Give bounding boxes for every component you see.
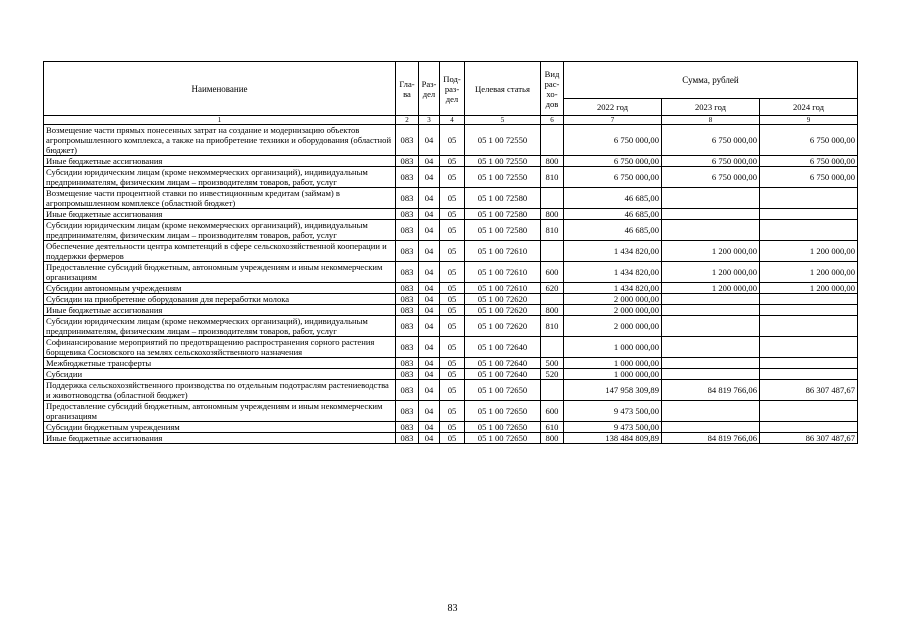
row-expense-type: 500 (541, 358, 564, 369)
row-sum-2022: 1 000 000,00 (564, 369, 662, 380)
row-name: Возмещение части процентной ставки по инвестиционным кредитам (займам) в агропромышленном комплексе (областной бюджет) (44, 188, 396, 209)
row-sum-2022: 1 434 820,00 (564, 241, 662, 262)
row-sum-2023 (662, 188, 760, 209)
row-chapter: 083 (396, 369, 419, 380)
row-target: 05 1 00 72650 (465, 401, 541, 422)
row-sum-2023: 1 200 000,00 (662, 283, 760, 294)
table-row (44, 283, 858, 294)
row-section: 04 (419, 125, 440, 156)
row-name: Софинансирование мероприятий по предотвращению распространения сорного растения борщевика Сосновского на землях сельскохозяйственного назначения (44, 337, 396, 358)
table-row (44, 305, 858, 316)
row-section: 04 (419, 422, 440, 433)
row-sum-2024 (760, 316, 858, 337)
row-sum-2024 (760, 422, 858, 433)
row-target: 05 1 00 72640 (465, 369, 541, 380)
row-chapter: 083 (396, 262, 419, 283)
row-section: 04 (419, 188, 440, 209)
row-expense-type: 620 (541, 283, 564, 294)
row-sum-2024 (760, 401, 858, 422)
row-sum-2023 (662, 369, 760, 380)
row-name: Предоставление субсидий бюджетным, автономным учреждениям и иным некоммерческим организациям (44, 262, 396, 283)
column-number: 3 (419, 116, 440, 125)
row-name: Иные бюджетные ассигнования (44, 305, 396, 316)
row-chapter: 083 (396, 209, 419, 220)
row-target: 05 1 00 72650 (465, 380, 541, 401)
row-chapter: 083 (396, 156, 419, 167)
row-target: 05 1 00 72550 (465, 167, 541, 188)
row-sum-2024 (760, 358, 858, 369)
row-target: 05 1 00 72640 (465, 358, 541, 369)
row-sum-2024: 1 200 000,00 (760, 283, 858, 294)
row-name: Возмещение части прямых понесенных затрат на создание и модернизацию объектов агропромышленного комплекса, а также на приобретение техники и оборудования (областной бюджет) (44, 125, 396, 156)
row-sum-2022: 1 000 000,00 (564, 337, 662, 358)
table-row (44, 220, 858, 241)
row-sum-2023 (662, 294, 760, 305)
row-subsection: 05 (440, 316, 465, 337)
row-sum-2024 (760, 188, 858, 209)
row-subsection: 05 (440, 358, 465, 369)
row-target: 05 1 00 72610 (465, 241, 541, 262)
table-row (44, 262, 858, 283)
row-sum-2022: 9 473 500,00 (564, 422, 662, 433)
row-expense-type (541, 380, 564, 401)
row-subsection: 05 (440, 422, 465, 433)
row-section: 04 (419, 401, 440, 422)
row-name: Межбюджетные трансферты (44, 358, 396, 369)
row-target: 05 1 00 72580 (465, 220, 541, 241)
row-chapter: 083 (396, 283, 419, 294)
row-chapter: 083 (396, 294, 419, 305)
row-sum-2024: 86 307 487,67 (760, 433, 858, 444)
column-number: 1 (44, 116, 396, 125)
row-section: 04 (419, 283, 440, 294)
row-sum-2022: 46 685,00 (564, 209, 662, 220)
row-subsection: 05 (440, 262, 465, 283)
row-section: 04 (419, 380, 440, 401)
row-target: 05 1 00 72550 (465, 156, 541, 167)
row-name: Обеспечение деятельности центра компетенций в сфере сельскохозяйственной кооперации и поддержки фермеров (44, 241, 396, 262)
table-row (44, 358, 858, 369)
row-expense-type (541, 241, 564, 262)
table-row (44, 337, 858, 358)
row-target: 05 1 00 72640 (465, 337, 541, 358)
row-sum-2024: 6 750 000,00 (760, 125, 858, 156)
row-sum-2023 (662, 316, 760, 337)
row-chapter: 083 (396, 358, 419, 369)
row-sum-2023: 84 819 766,06 (662, 433, 760, 444)
row-sum-2024 (760, 220, 858, 241)
row-expense-type: 810 (541, 316, 564, 337)
table-row (44, 156, 858, 167)
row-sum-2024: 1 200 000,00 (760, 241, 858, 262)
row-sum-2024 (760, 337, 858, 358)
header-chapter: Гла-ва (396, 62, 419, 116)
row-expense-type (541, 337, 564, 358)
row-chapter: 083 (396, 337, 419, 358)
row-chapter: 083 (396, 220, 419, 241)
row-section: 04 (419, 337, 440, 358)
row-sum-2023: 1 200 000,00 (662, 262, 760, 283)
row-target: 05 1 00 72610 (465, 262, 541, 283)
row-name: Иные бюджетные ассигнования (44, 156, 396, 167)
row-name: Субсидии юридическим лицам (кроме некоммерческих организаций), индивидуальным предпринимателям, физическим лицам – производителям товаров, работ, услуг (44, 316, 396, 337)
row-section: 04 (419, 305, 440, 316)
row-section: 04 (419, 294, 440, 305)
column-number: 7 (564, 116, 662, 125)
row-sum-2022: 1 434 820,00 (564, 283, 662, 294)
row-sum-2022: 46 685,00 (564, 188, 662, 209)
row-subsection: 05 (440, 209, 465, 220)
row-sum-2023 (662, 209, 760, 220)
row-chapter: 083 (396, 380, 419, 401)
row-section: 04 (419, 167, 440, 188)
column-number: 9 (760, 116, 858, 125)
row-section: 04 (419, 316, 440, 337)
row-sum-2023: 6 750 000,00 (662, 167, 760, 188)
row-chapter: 083 (396, 422, 419, 433)
row-sum-2024 (760, 369, 858, 380)
column-number-row (44, 116, 858, 125)
row-sum-2023: 6 750 000,00 (662, 125, 760, 156)
row-subsection: 05 (440, 294, 465, 305)
table-row (44, 125, 858, 156)
row-sum-2022: 147 958 309,89 (564, 380, 662, 401)
row-name: Субсидии юридическим лицам (кроме некоммерческих организаций), индивидуальным предпринимателям, физическим лицам – производителям товаров, работ, услуг (44, 220, 396, 241)
row-sum-2024: 86 307 487,67 (760, 380, 858, 401)
row-sum-2022: 138 484 809,89 (564, 433, 662, 444)
row-expense-type: 810 (541, 167, 564, 188)
row-target: 05 1 00 72610 (465, 283, 541, 294)
row-expense-type (541, 188, 564, 209)
header-section: Раз-дел (419, 62, 440, 116)
page-number: 83 (447, 603, 458, 614)
row-target: 05 1 00 72620 (465, 294, 541, 305)
row-expense-type: 800 (541, 209, 564, 220)
row-expense-type: 800 (541, 305, 564, 316)
row-subsection: 05 (440, 156, 465, 167)
row-expense-type: 520 (541, 369, 564, 380)
table-row (44, 316, 858, 337)
row-sum-2022: 6 750 000,00 (564, 125, 662, 156)
column-number: 6 (541, 116, 564, 125)
row-section: 04 (419, 433, 440, 444)
column-number: 2 (396, 116, 419, 125)
row-subsection: 05 (440, 241, 465, 262)
row-subsection: 05 (440, 401, 465, 422)
row-target: 05 1 00 72620 (465, 305, 541, 316)
row-sum-2022: 6 750 000,00 (564, 167, 662, 188)
budget-table (43, 61, 858, 444)
row-name: Субсидии юридическим лицам (кроме некоммерческих организаций), индивидуальным предпринимателям, физическим лицам – производителям товаров, работ, услуг (44, 167, 396, 188)
row-expense-type: 600 (541, 262, 564, 283)
row-subsection: 05 (440, 167, 465, 188)
header-sum: Сумма, рублей (564, 62, 858, 99)
table-row (44, 241, 858, 262)
row-target: 05 1 00 72620 (465, 316, 541, 337)
row-expense-type: 610 (541, 422, 564, 433)
row-sum-2023 (662, 358, 760, 369)
row-expense-type: 800 (541, 433, 564, 444)
row-sum-2022: 2 000 000,00 (564, 316, 662, 337)
table-row (44, 380, 858, 401)
row-sum-2022: 2 000 000,00 (564, 305, 662, 316)
row-sum-2024 (760, 305, 858, 316)
row-name: Субсидии на приобретение оборудования для переработки молока (44, 294, 396, 305)
row-sum-2022: 1 434 820,00 (564, 262, 662, 283)
row-subsection: 05 (440, 369, 465, 380)
row-name: Предоставление субсидий бюджетным, автономным учреждениям и иным некоммерческим организациям (44, 401, 396, 422)
table-row (44, 433, 858, 444)
row-target: 05 1 00 72550 (465, 125, 541, 156)
row-sum-2023 (662, 305, 760, 316)
column-number: 5 (465, 116, 541, 125)
row-name: Субсидии (44, 369, 396, 380)
row-section: 04 (419, 262, 440, 283)
row-subsection: 05 (440, 283, 465, 294)
row-subsection: 05 (440, 220, 465, 241)
table-row (44, 422, 858, 433)
header-year-2023: 2023 год (662, 99, 760, 116)
header-year-2024: 2024 год (760, 99, 858, 116)
row-sum-2024: 1 200 000,00 (760, 262, 858, 283)
row-sum-2024: 6 750 000,00 (760, 167, 858, 188)
row-section: 04 (419, 209, 440, 220)
row-expense-type (541, 125, 564, 156)
column-number: 4 (440, 116, 465, 125)
row-sum-2022: 1 000 000,00 (564, 358, 662, 369)
row-sum-2023 (662, 220, 760, 241)
row-name: Иные бюджетные ассигнования (44, 433, 396, 444)
row-sum-2024 (760, 209, 858, 220)
row-sum-2023 (662, 422, 760, 433)
row-subsection: 05 (440, 380, 465, 401)
row-subsection: 05 (440, 337, 465, 358)
row-chapter: 083 (396, 125, 419, 156)
row-chapter: 083 (396, 401, 419, 422)
header-subsection: Под-раз-дел (440, 62, 465, 116)
row-section: 04 (419, 156, 440, 167)
row-expense-type: 600 (541, 401, 564, 422)
row-chapter: 083 (396, 241, 419, 262)
row-sum-2022: 2 000 000,00 (564, 294, 662, 305)
row-sum-2022: 9 473 500,00 (564, 401, 662, 422)
row-sum-2022: 46 685,00 (564, 220, 662, 241)
row-sum-2022: 6 750 000,00 (564, 156, 662, 167)
header-target: Целевая статья (465, 62, 541, 116)
row-name: Иные бюджетные ассигнования (44, 209, 396, 220)
table-row (44, 401, 858, 422)
row-subsection: 05 (440, 188, 465, 209)
row-sum-2023 (662, 337, 760, 358)
header-year-2022: 2022 год (564, 99, 662, 116)
row-target: 05 1 00 72650 (465, 422, 541, 433)
row-expense-type: 810 (541, 220, 564, 241)
row-chapter: 083 (396, 188, 419, 209)
row-chapter: 083 (396, 316, 419, 337)
row-subsection: 05 (440, 433, 465, 444)
row-subsection: 05 (440, 305, 465, 316)
table-row (44, 188, 858, 209)
table-body (44, 125, 858, 444)
row-sum-2023 (662, 401, 760, 422)
header-expense-type: Вид рас-хо-дов (541, 62, 564, 116)
row-sum-2023: 84 819 766,06 (662, 380, 760, 401)
row-target: 05 1 00 72580 (465, 209, 541, 220)
row-expense-type: 800 (541, 156, 564, 167)
row-subsection: 05 (440, 125, 465, 156)
column-number: 8 (662, 116, 760, 125)
table-row (44, 167, 858, 188)
row-chapter: 083 (396, 305, 419, 316)
row-chapter: 083 (396, 433, 419, 444)
row-section: 04 (419, 369, 440, 380)
row-name: Поддержка сельскохозяйственного производства по отдельным подотраслям растениеводства и животноводства (областной бюджет) (44, 380, 396, 401)
row-name: Субсидии автономным учреждениям (44, 283, 396, 294)
table-row (44, 369, 858, 380)
row-sum-2024 (760, 294, 858, 305)
table-row (44, 294, 858, 305)
row-chapter: 083 (396, 167, 419, 188)
table-row (44, 209, 858, 220)
row-name: Субсидии бюджетным учреждениям (44, 422, 396, 433)
row-target: 05 1 00 72650 (465, 433, 541, 444)
row-expense-type (541, 294, 564, 305)
row-sum-2023: 6 750 000,00 (662, 156, 760, 167)
row-sum-2023: 1 200 000,00 (662, 241, 760, 262)
header-name: Наименование (44, 62, 396, 116)
row-section: 04 (419, 220, 440, 241)
row-section: 04 (419, 241, 440, 262)
row-section: 04 (419, 358, 440, 369)
row-sum-2024: 6 750 000,00 (760, 156, 858, 167)
row-target: 05 1 00 72580 (465, 188, 541, 209)
